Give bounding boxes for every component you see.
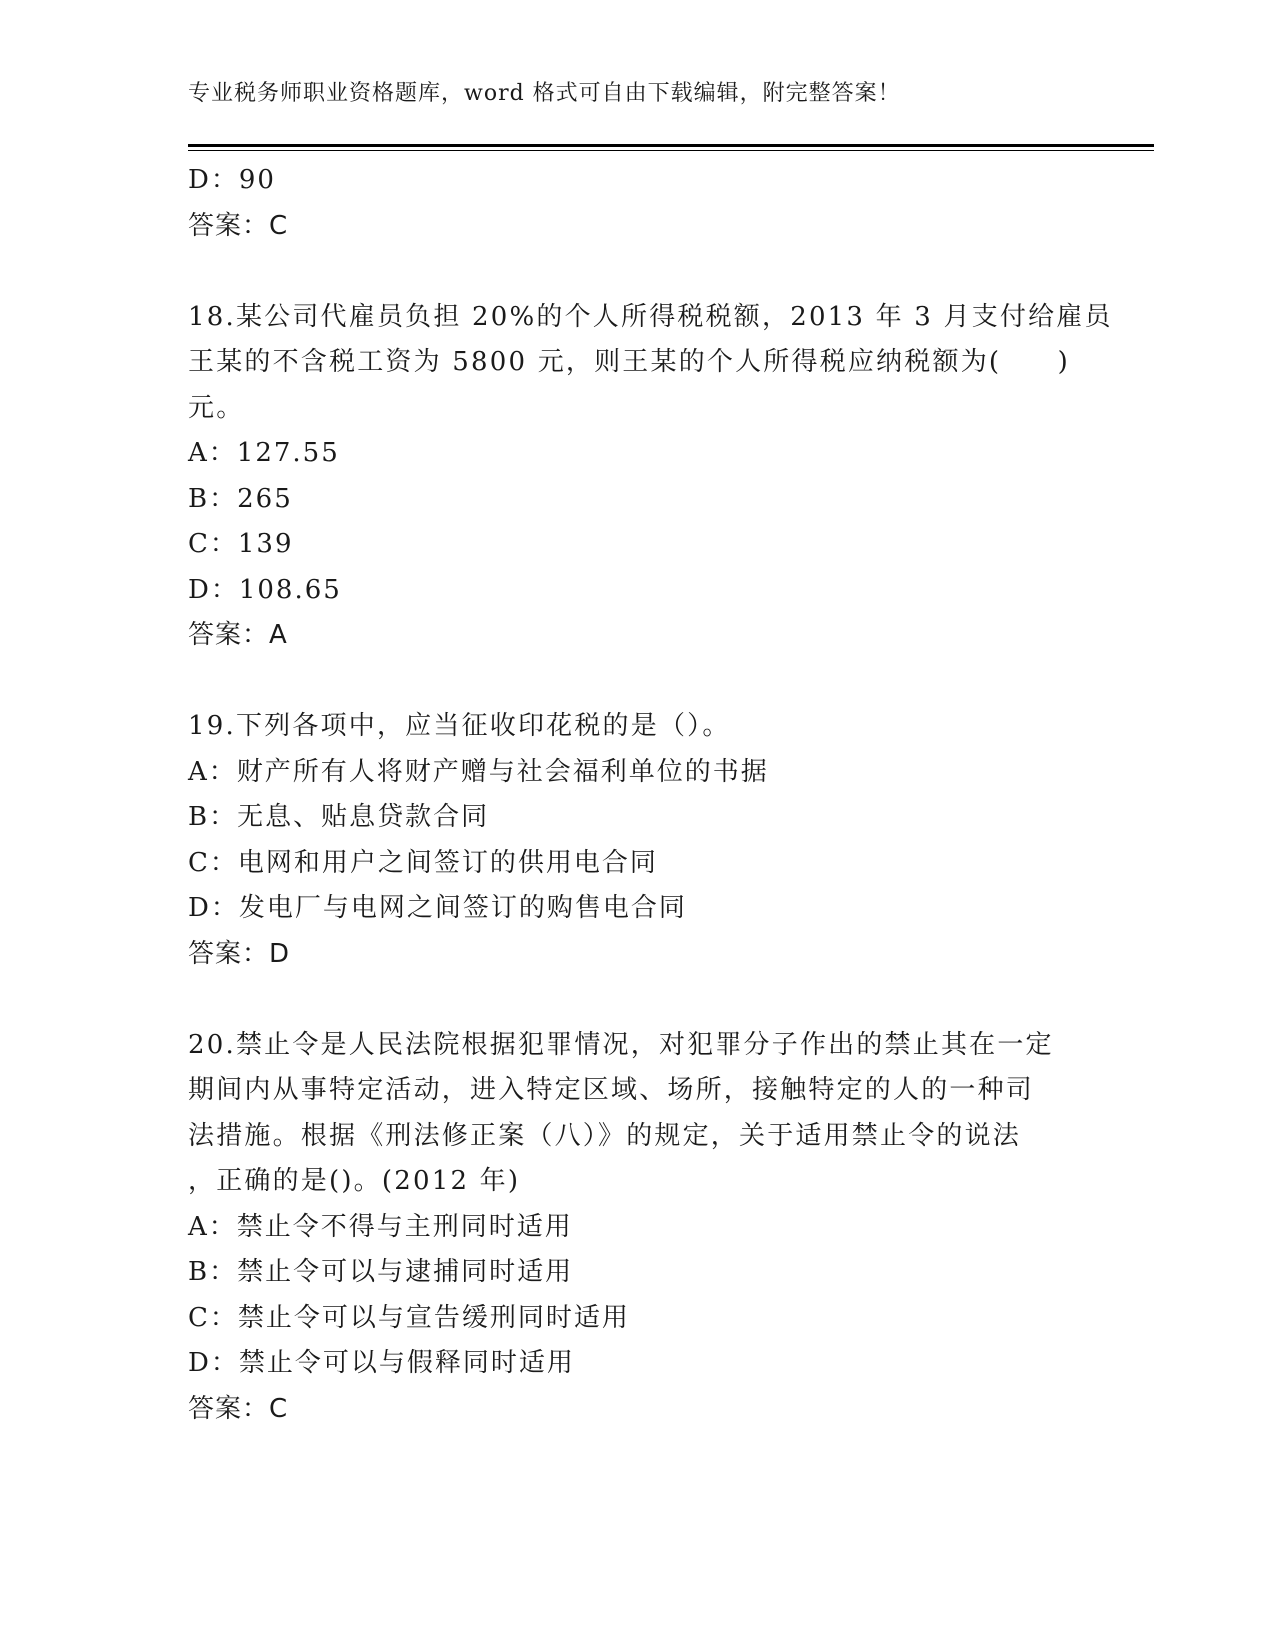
- page-header: 专业税务师职业资格题库，word 格式可自由下载编辑，附完整答案！: [188, 81, 901, 106]
- option-b: B：禁止令可以与逮捕同时适用: [188, 1257, 574, 1287]
- spacer: [188, 977, 1088, 1023]
- question-stem-line: 元。: [188, 392, 245, 423]
- question-stem-line: 18.某公司代雇员负担 20%的个人所得税税额，2013 年 3 月支付给雇员: [188, 301, 1113, 332]
- option-c: C：禁止令可以与宣告缓刑同时适用: [188, 1302, 630, 1333]
- option-d: D：发电厂与电网之间签订的购售电合同: [188, 893, 687, 923]
- header-rule-thin: [188, 150, 1154, 151]
- prev-answer: 答案：C: [188, 210, 289, 241]
- option-a: A：禁止令不得与主刑同时适用: [188, 1211, 573, 1242]
- answer: 答案：A: [188, 620, 288, 650]
- question-stem-line: 法措施。根据《刑法修正案（八）》的规定，关于适用禁止令的说法: [188, 1120, 1022, 1151]
- question-stem-line: 19.下列各项中，应当征收印花税的是（）。: [188, 711, 731, 741]
- option-b: B：265: [188, 483, 293, 514]
- option-a: A：财产所有人将财产赠与社会福利单位的书据: [188, 756, 769, 787]
- question-20: [188, 1023, 1088, 1433]
- question-stem-line: 期间内从事特定活动，进入特定区域、场所，接触特定的人的一种司: [188, 1075, 1035, 1105]
- answer: 答案：C: [188, 1393, 289, 1424]
- question-stem-line: 王某的不含税工资为 5800 元，则王某的个人所得税应纳税额为( ): [188, 347, 1070, 377]
- option-c: C：139: [188, 529, 294, 559]
- question-content: [188, 158, 1113, 1432]
- option-c: C：电网和用户之间签订的供用电合同: [188, 847, 658, 878]
- header-rule-thick: [188, 144, 1154, 147]
- option-a: A：127.55: [188, 438, 340, 468]
- spacer: [188, 659, 1088, 705]
- spacer: [188, 249, 1088, 295]
- option-b: B：无息、贴息贷款合同: [188, 802, 490, 832]
- answer: 答案：D: [188, 938, 291, 969]
- question-18: [188, 295, 1113, 659]
- option-d: D：禁止令可以与假释同时适用: [188, 1348, 575, 1378]
- question-stem-line: 20.禁止令是人民法院根据犯罪情况，对犯罪分子作出的禁止其在一定: [188, 1029, 1054, 1060]
- question-stem-line: ，正确的是()。(2012 年): [188, 1166, 521, 1196]
- option-d: D：108.65: [188, 574, 342, 605]
- prev-option-d: D：90: [188, 165, 276, 195]
- question-19: [188, 704, 1088, 977]
